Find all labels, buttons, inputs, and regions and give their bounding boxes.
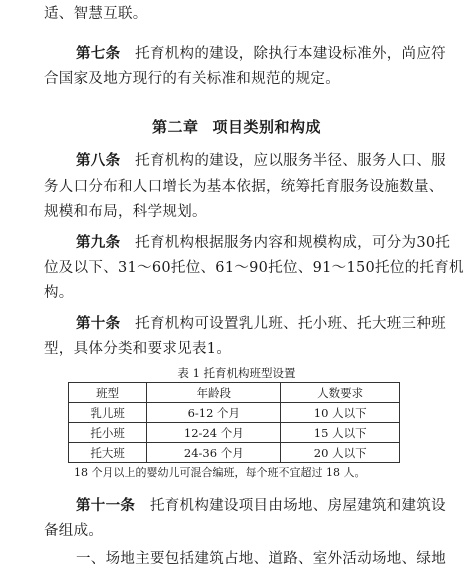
table-row xyxy=(69,443,400,463)
text-line: 一、场地主要包括建筑占地、道路、室外活动场地、绿地 xyxy=(76,551,446,567)
text-span: 托育机构根据服务内容和规模构成，可分为30托 xyxy=(135,235,451,251)
article-11-heading: 第十一条 xyxy=(76,497,136,514)
text-span: 托育机构的建设，应以服务半径、服务人口、服 xyxy=(135,153,446,169)
text-line: 务人口分布和人口增长为基本依据，统筹托育服务设施数量、 xyxy=(44,179,444,195)
text-line: 合国家及地方现行的有关标准和规范的规定。 xyxy=(44,71,340,87)
article-10-line-1 xyxy=(76,314,446,334)
table-header-cell: 班型 xyxy=(69,383,147,403)
article-7-heading: 第七条 xyxy=(76,45,121,62)
table-cell: 6-12 个月 xyxy=(147,403,281,423)
table-cell: 乳儿班 xyxy=(69,403,147,423)
table-row xyxy=(69,403,400,423)
chapter-title: 项目类别和构成 xyxy=(212,118,322,136)
table-cell: 20 人以下 xyxy=(281,443,400,463)
table-note: 18 个月以上的婴幼儿可混合编班，每个班不宜超过 18 人。 xyxy=(74,466,366,479)
table-caption: 表 1 托育机构班型设置 xyxy=(177,366,296,380)
chapter-heading xyxy=(0,117,473,137)
article-9-heading: 第九条 xyxy=(76,234,121,251)
table-header-row xyxy=(69,383,400,403)
article-7-line-1 xyxy=(76,44,446,64)
table-row xyxy=(69,423,400,443)
text-line: 备组成。 xyxy=(44,523,104,539)
text-line: 型，具体分类和要求见表1。 xyxy=(44,341,232,357)
text-span: 托育机构可设置乳儿班、托小班、托大班三种班 xyxy=(135,316,446,332)
table-header-cell: 年龄段 xyxy=(147,383,281,403)
class-type-table xyxy=(68,382,400,463)
table-header-cell: 人数要求 xyxy=(281,383,400,403)
article-9-line-1 xyxy=(76,233,451,253)
text-line: 位及以下、31～60托位、61～90托位、91～150托位的托育机 xyxy=(44,260,464,276)
table-cell: 10 人以下 xyxy=(281,403,400,423)
text-line: 规模和布局，科学规划。 xyxy=(44,204,207,220)
table-cell: 12-24 个月 xyxy=(147,423,281,443)
text-line: 构。 xyxy=(44,285,74,301)
text-span: 托育机构的建设，除执行本建设标准外，尚应符 xyxy=(135,46,446,62)
table-cell: 15 人以下 xyxy=(281,423,400,443)
table-cell: 托小班 xyxy=(69,423,147,443)
chapter-number: 第二章 xyxy=(151,118,199,136)
article-10-heading: 第十条 xyxy=(76,315,121,332)
article-8-line-1 xyxy=(76,151,446,171)
table-cell: 24-36 个月 xyxy=(147,443,281,463)
table-cell: 托大班 xyxy=(69,443,147,463)
text-line: 适、智慧互联。 xyxy=(44,6,148,22)
text-span: 托育机构建设项目由场地、房屋建筑和建筑设 xyxy=(149,498,446,514)
article-8-heading: 第八条 xyxy=(76,152,121,169)
article-11-line-1 xyxy=(76,496,446,516)
